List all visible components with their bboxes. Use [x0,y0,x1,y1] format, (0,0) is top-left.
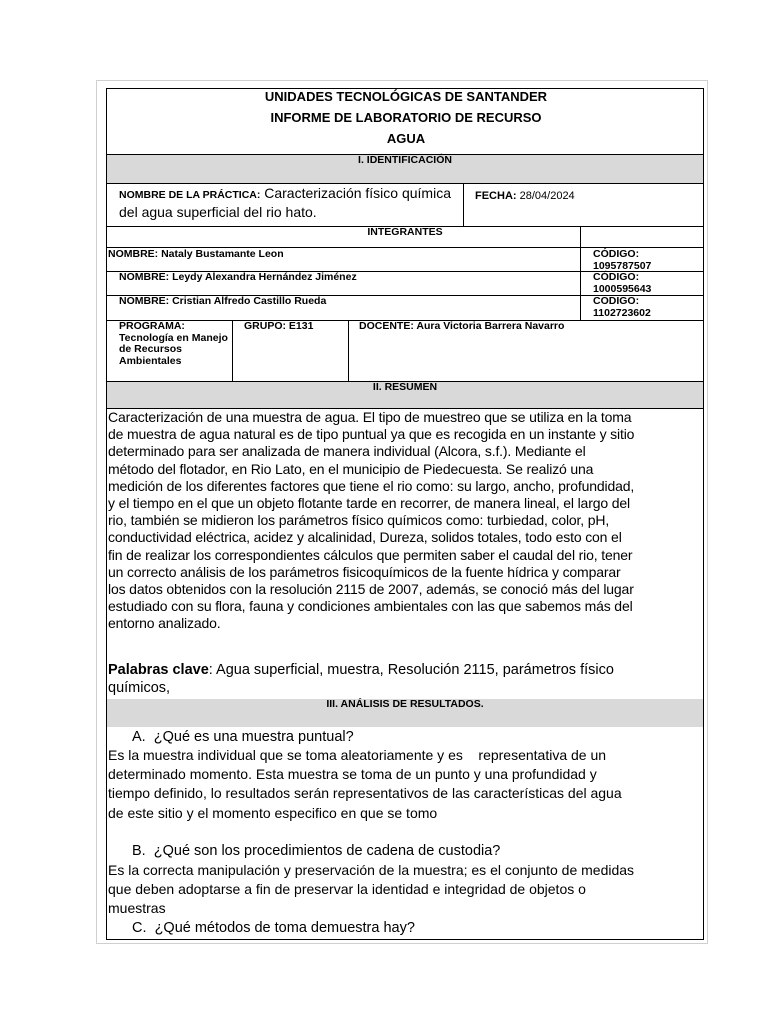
group-value: E131 [288,320,314,332]
teacher-value: Aura Victoria Barrera Navarro [416,320,565,332]
question-a: A. ¿Qué es una muestra puntual? [132,729,354,745]
keywords-value: : Agua superficial, muestra, Resolución 2115, parámetros físico [208,662,614,678]
answer-b: Es la correcta manipulación y preservación de la muestra; es el conjunto de medidas que deben adoptarse a fin de preservar la identidad e integridad de objetos o muestras [108,862,635,917]
date-value: 28/04/2024 [519,190,575,202]
keywords-value-2: químicos, [108,680,171,696]
member-code-3: CODIGO: 1102723602 [593,295,651,319]
question-c: C. ¿Qué métodos de toma demuestra hay? [132,920,415,936]
summary-text: Caracterización de una muestra de agua. El tipo de muestreo que se utiliza en la toma de muestra de agua natural es de tipo puntual ya que es recogida en un instante y sitio determinado para ser analizada de manera individual (Alcora, s.f.). Mediante el método del flotador, en Rio Lato, en el municipio de Piedecuesta. Se realizó una medición de los diferentes factores que tiene el rio como: su largo, ancho, profundidad, y el tiempo en el que un objeto flotante tarde en recorrer, de manera lineal, el largo del rio, también se midieron los parámetros físico químicos como: turbiedad, color, pH, conductividad eléctrica, acidez y alcalinidad, Dureza, solidos totales, todo esto con el fin de realizar los correspondientes cálculos que permiten saber el caudal del rio, tener un correcto análisis de los parámetros fisicoquímicos de la fuente hídrica y comparar los datos obtenidos con la resolución 2115 de 2007, además, se conoció más del lugar estudiado con su flora, fauna y condiciones ambientales con las que sabemos más del entorno analizado. [108,409,635,632]
keywords [108,661,704,697]
member-code-1: CÓDIGO: 1095787507 [593,248,652,272]
practice-name-cell [119,184,459,222]
divider [348,320,349,381]
divider [463,184,464,226]
group-label: GRUPO: [244,320,286,332]
member-name-1: NOMBRE: Nataly Bustamante Leon [108,248,284,260]
answer-a: Es la muestra individual que se toma aleatoriamente y es representativa de un determinado momento. Esta muestra se toma de un punto y una profundidad y tiempo definido, lo resultados serán representativos de las características del agua de este sitio y el momento especifico en que se tomo [108,747,622,821]
group-cell [244,321,313,333]
resource-title: AGUA [386,131,426,146]
teacher-label: DOCENTE: [359,320,414,332]
program-cell [119,321,229,367]
member-name-2: NOMBRE: Leydy Alexandra Hernández Jiménez [119,271,357,283]
section-title-analysis: III. ANÁLISIS DE RESULTADOS. [326,698,484,710]
divider [232,320,233,381]
date-label: FECHA: [475,190,517,202]
members-title: INTEGRANTES [367,226,443,238]
date-cell [475,190,575,202]
institution-title: UNIDADES TECNOLÓGICAS DE SANTANDER [264,89,548,104]
keywords-label: Palabras clave [108,662,209,678]
practice-name-value: Caracterización físico química del agua superficial del rio hato. [119,185,451,220]
report-title: INFORME DE LABORATORIO DE RECURSO [270,110,542,125]
section-title-summary: II. RESUMEN [372,381,438,393]
teacher-cell [359,321,564,333]
section-title-identification: I. IDENTIFICACIÓN [358,154,452,166]
member-code-2: CÓDIGO: 1000595643 [593,271,652,295]
divider [580,226,581,320]
member-name-3: NOMBRE: Cristian Alfredo Castillo Rueda [119,295,327,307]
program-label: PROGRAMA: [119,320,185,332]
lab-report-document [106,88,704,940]
practice-name-label: NOMBRE DE LA PRÁCTICA: [119,189,261,201]
program-value: Tecnología en Manejo de Recursos Ambientales [119,331,228,367]
question-b: B. ¿Qué son los procedimientos de cadena de custodia? [132,843,501,859]
